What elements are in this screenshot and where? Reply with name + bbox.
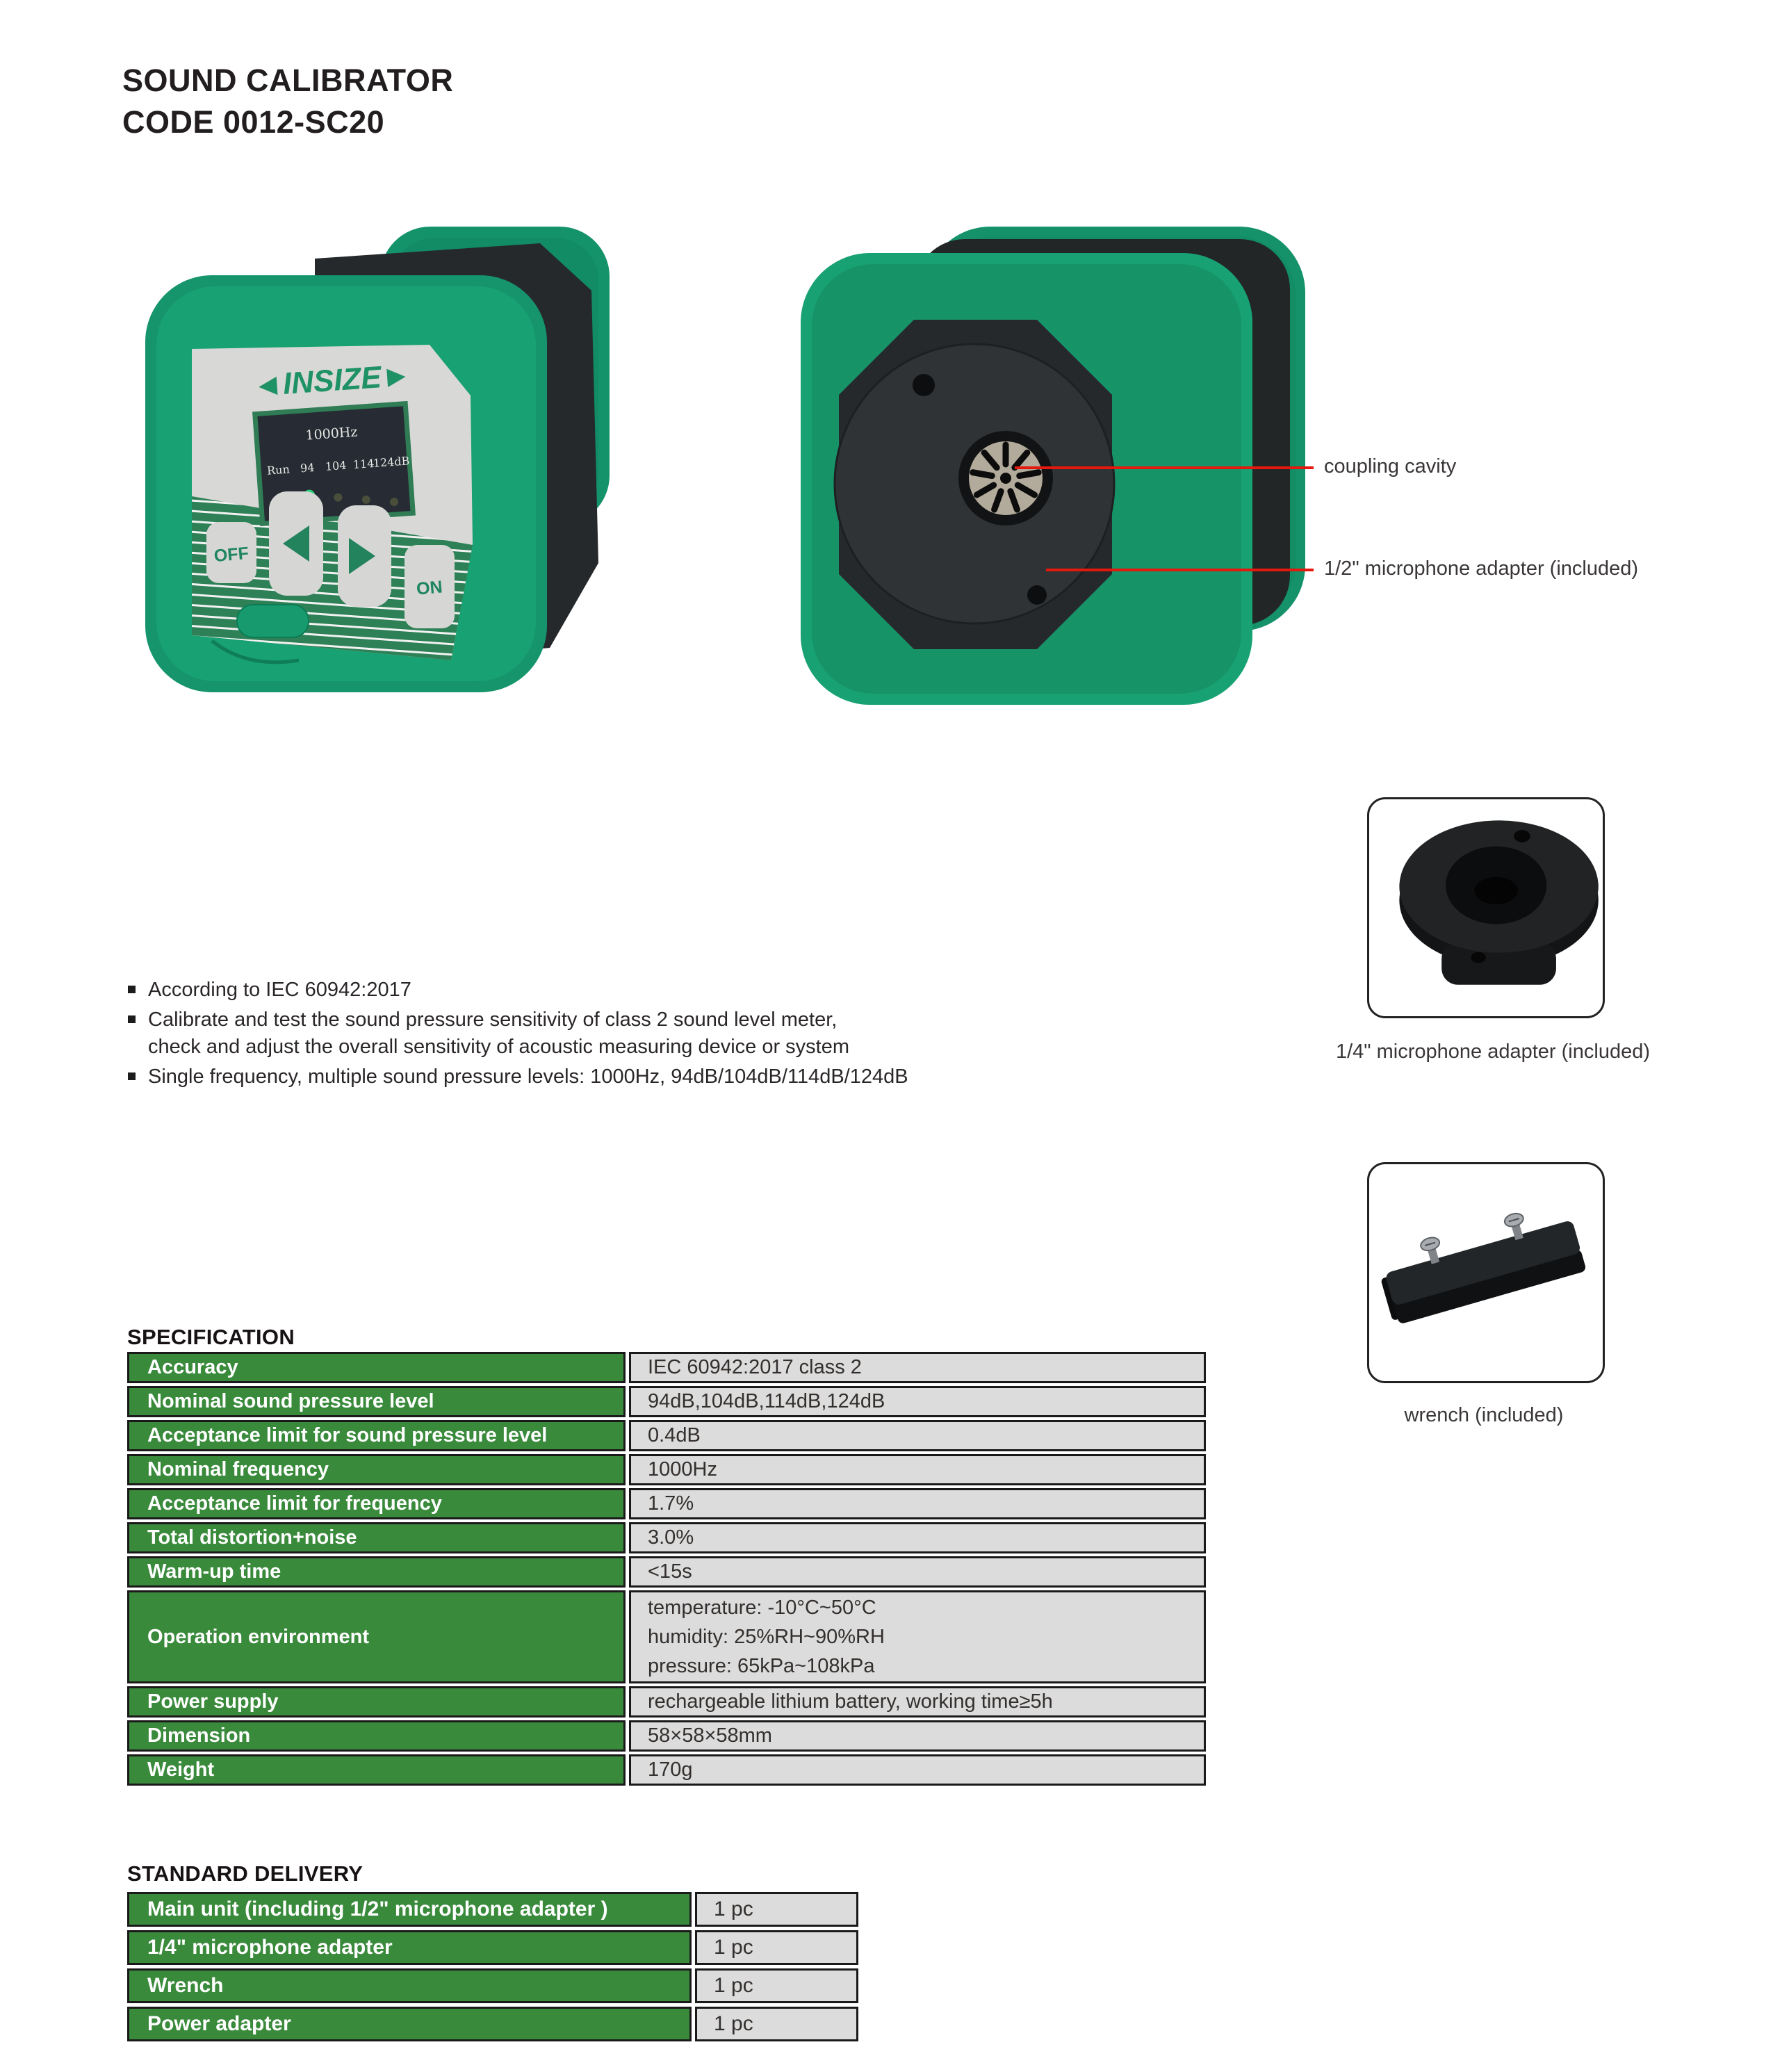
feature-item-1: According to IEC 60942:2017 [148,979,411,1001]
wrench-box [1367,1162,1605,1383]
spec-label-cell: Total distortion+noise [127,1522,626,1553]
specification-table [127,1352,1206,1786]
table-row [127,1930,858,1965]
spec-label-cell: Accuracy [127,1352,626,1383]
spec-value-cell: 1000Hz [629,1454,1206,1485]
off-button-label: OFF [213,543,250,566]
callout-coupling-cavity: coupling cavity [1324,455,1457,478]
table-row [127,1556,1206,1588]
spec-label-cell: Dimension [127,1720,626,1752]
delivery-item-cell: Wrench [127,1968,692,2003]
quarter-adapter-caption: 1/4" microphone adapter (included) [1335,1041,1650,1063]
spec-label-cell: Weight [127,1754,626,1786]
delivery-item-cell: Power adapter [127,2007,692,2041]
display-label-124dB: 124dB [373,454,410,471]
display-label-run: Run [266,462,291,478]
display-label-114: 114 [352,456,375,472]
spec-value-cell [629,1590,1206,1683]
wrench-photo [1369,1164,1599,1377]
spec-label-cell: Nominal frequency [127,1454,626,1485]
delivery-item-cell: Main unit (including 1/2" microphone adapter ) [127,1892,692,1927]
spec-label-cell: Nominal sound pressure level [127,1386,626,1417]
delivery-qty-cell: 1 pc [695,1930,858,1965]
right-arrow-button [338,505,391,607]
wrench-caption: wrench (included) [1404,1404,1564,1426]
spec-value-cell: 3.0% [629,1522,1206,1553]
feature-item-3: Single frequency, multiple sound pressure levels: 1000Hz, 94dB/104dB/114dB/124dB [148,1066,908,1088]
standard-delivery-table [127,1892,858,2041]
table-row [127,2007,858,2041]
page-title-line1: SOUND CALIBRATOR [122,63,454,98]
table-row [127,1386,1206,1417]
spec-value-cell: 1.7% [629,1488,1206,1519]
table-row [127,1590,1206,1683]
spec-value-cell: 0.4dB [629,1420,1206,1451]
spec-value-cell: 94dB,104dB,114dB,124dB [629,1386,1206,1417]
callout-line-half-adapter [1046,569,1314,571]
spec-label-cell: Acceptance limit for sound pressure level [127,1420,626,1451]
quarter-adapter-box [1367,797,1605,1018]
display-frequency: 1000Hz [304,424,359,443]
spec-label-cell: Acceptance limit for frequency [127,1488,626,1519]
left-arrow-button [269,491,323,596]
spec-value-cell: IEC 60942:2017 class 2 [629,1352,1206,1383]
table-row [127,1522,1206,1553]
on-button [405,545,455,628]
delivery-item-cell: 1/4" microphone adapter [127,1930,692,1965]
spec-value-cell: <15s [629,1556,1206,1588]
table-row [127,1420,1206,1451]
spec-value-line: temperature: -10°C~50°C [648,1597,876,1619]
table-row [127,1686,1206,1718]
specification-heading: SPECIFICATION [127,1325,295,1349]
spec-label-cell: Warm-up time [127,1556,626,1588]
callout-line-coupling-cavity [1015,466,1314,469]
display-label-94: 94 [300,460,316,475]
delivery-qty-cell: 1 pc [695,2007,858,2041]
delivery-qty-cell: 1 pc [695,1892,858,1927]
display-label-104: 104 [325,458,348,473]
table-row [127,1754,1206,1786]
insize-logo: ◄INSIZE► [251,358,413,403]
feature-item-2-line1: Calibrate and test the sound pressure sensitivity of class 2 sound level meter, [148,1009,838,1031]
page-title [122,60,453,143]
quarter-adapter-photo [1369,799,1599,1012]
spec-value-cell: 170g [629,1754,1206,1786]
table-row [127,1454,1206,1485]
front-view-photo [136,215,636,744]
spec-label-cell: Operation environment [127,1590,626,1683]
bullet-icon [128,1072,136,1080]
table-row [127,1488,1206,1519]
spec-value-line: humidity: 25%RH~90%RH [648,1626,885,1648]
table-row [127,1352,1206,1383]
bullet-icon [128,986,136,993]
screw-hole-bottom [1027,585,1047,605]
spec-label-cell: Power supply [127,1686,626,1718]
back-view-photo [785,209,1314,709]
off-button [206,522,256,583]
callout-half-adapter: 1/2" microphone adapter (included) [1324,557,1639,580]
table-row [127,1892,858,1927]
bullet-icon [128,1015,136,1023]
table-row [127,1968,858,2003]
feature-item-2-line2: check and adjust the overall sensitivity of acoustic measuring device or system [148,1036,850,1058]
spec-value-line: pressure: 65kPa~108kPa [648,1655,875,1677]
table-row [127,1720,1206,1752]
coupling-cavity-graphic [958,431,1053,525]
delivery-qty-cell: 1 pc [695,1968,858,2003]
spec-value-cell: rechargeable lithium battery, working time≥5h [629,1686,1206,1718]
page-title-line2: CODE 0012-SC20 [122,104,385,140]
screw-hole-top [913,374,935,396]
standard-delivery-heading: STANDARD DELIVERY [127,1861,363,1886]
spec-value-cell: 58×58×58mm [629,1720,1206,1752]
strap-loop [237,605,309,637]
on-button-label: ON [415,577,443,599]
